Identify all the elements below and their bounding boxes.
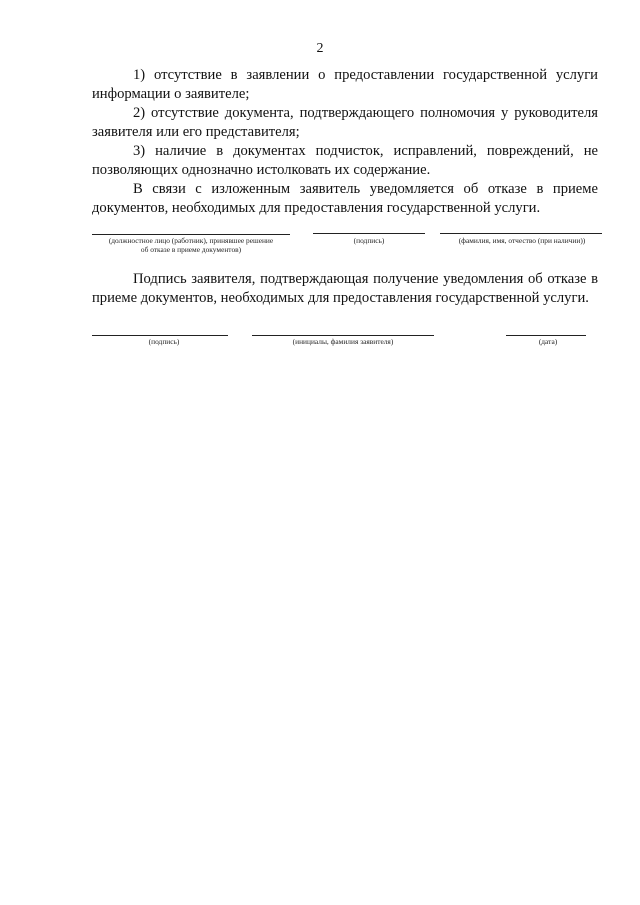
paragraph-notification: В связи с изложенным заявитель уведомляется об отказе в приеме документов, необходимых для предоставления государственной услуги. xyxy=(92,181,598,216)
applicant-confirmation-text xyxy=(92,270,598,308)
official-position-caption-line2: об отказе в приеме документов) xyxy=(140,245,242,254)
official-position-caption xyxy=(88,236,294,254)
official-signature-line xyxy=(313,233,425,234)
paragraph-reason-2: 2) отсутствие документа, подтверждающего полномочия у руководителя заявителя или его представителя; xyxy=(92,105,598,140)
page-number: 2 xyxy=(316,41,324,56)
paragraph-reason-1: 1) отсутствие в заявлении о предоставлении государственной услуги информации о заявителе; xyxy=(92,67,598,102)
applicant-name-line xyxy=(252,335,434,336)
refusal-reasons xyxy=(92,66,598,218)
applicant-signature-caption: (подпись) xyxy=(148,337,180,346)
applicant-date-caption: (дата) xyxy=(538,337,558,346)
official-position-line xyxy=(92,234,290,235)
official-position-caption-line1: (должностное лицо (работник), принявшее решение xyxy=(108,236,274,245)
official-name-caption: (фамилия, имя, отчество (при наличии)) xyxy=(458,236,586,245)
official-name-line xyxy=(440,233,602,234)
applicant-name-caption: (инициалы, фамилия заявителя) xyxy=(292,337,394,346)
official-signature-block xyxy=(0,228,640,258)
applicant-signature-line xyxy=(92,335,228,336)
paragraph-reason-3: 3) наличие в документах подчисток, исправлений, повреждений, не позволяющих однозначно истолковать их содержание. xyxy=(92,143,598,178)
applicant-confirmation-paragraph: Подпись заявителя, подтверждающая получение уведомления об отказе в приеме документов, необходимых для предоставления государственной услуги. xyxy=(92,271,598,306)
applicant-signature-block xyxy=(0,330,640,360)
official-signature-caption: (подпись) xyxy=(353,236,385,245)
applicant-date-line xyxy=(506,335,586,336)
